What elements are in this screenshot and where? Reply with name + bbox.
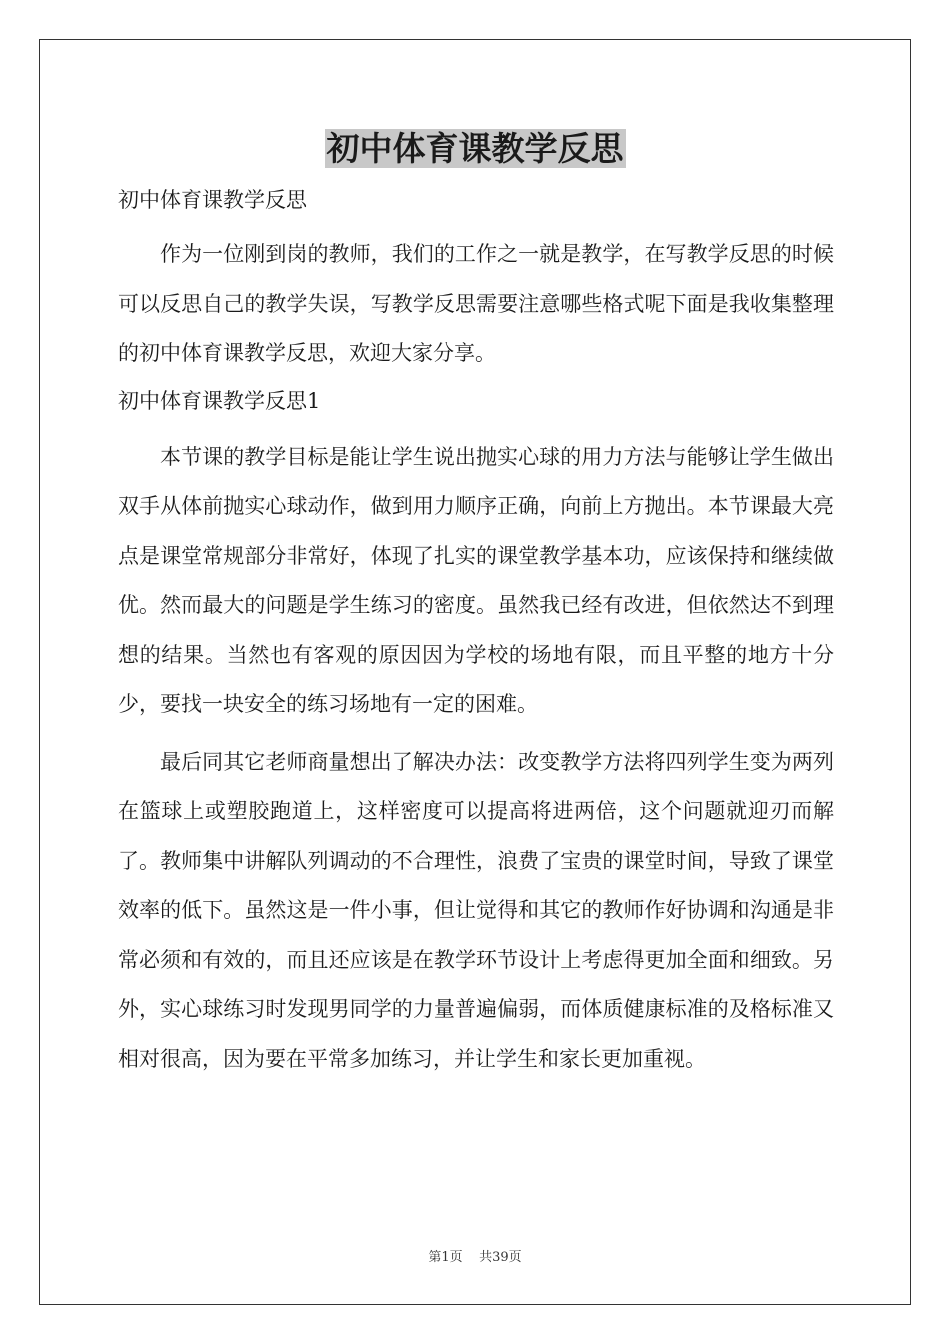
document-body bbox=[118, 178, 834, 1084]
document-title-text: 初中体育课教学反思 bbox=[326, 129, 624, 168]
intro-paragraph: 作为一位刚到岗的教师，我们的工作之一就是教学，在写教学反思的时候可以反思自己的教学失误，写教学反思需要注意哪些格式呢下面是我收集整理的初中体育课教学反思，欢迎大家分享。 bbox=[118, 242, 834, 365]
section-heading: 初中体育课教学反思1 bbox=[118, 388, 321, 413]
body-paragraph: 本节课的教学目标是能让学生说出抛实心球的用力方法与能够让学生做出双手从体前抛实心球动作，做到用力顺序正确，向前上方抛出。本节课最大亮点是课堂常规部分非常好，体现了扎实的课堂教学基本功，应该保持和继续做优。然而最大的问题是学生练习的密度。虽然我已经有改进，但依然达不到理想的结果。当然也有客观的原因因为学校的场地有限，而且平整的地方十分少，要找一块安全的练习场地有一定的困难。 bbox=[118, 444, 834, 716]
page-footer bbox=[0, 1248, 950, 1268]
body-paragraph: 最后同其它老师商量想出了解决办法：改变教学方法将四列学生变为两列在篮球上或塑胶跑道上，这样密度可以提高将进两倍，这个问题就迎刃而解了。教师集中讲解队列调动的不合理性，浪费了宝贵的课堂时间，导致了课堂效率的低下。虽然这是一件小事，但让觉得和其它的教师作好协调和沟通是非常必须和有效的，而且还应该是在教学环节设计上考虑得更加全面和细致。另外，实心球练习时发现男同学的力量普遍偏弱，而体质健康标准的及格标准又相对很高，因为要在平常多加练习，并让学生和家长更加重视。 bbox=[118, 749, 834, 1071]
page-number: 第1页 bbox=[428, 1250, 463, 1265]
document-title bbox=[0, 127, 950, 171]
document-subtitle: 初中体育课教学反思 bbox=[118, 188, 307, 212]
total-pages: 共39页 bbox=[479, 1250, 522, 1265]
